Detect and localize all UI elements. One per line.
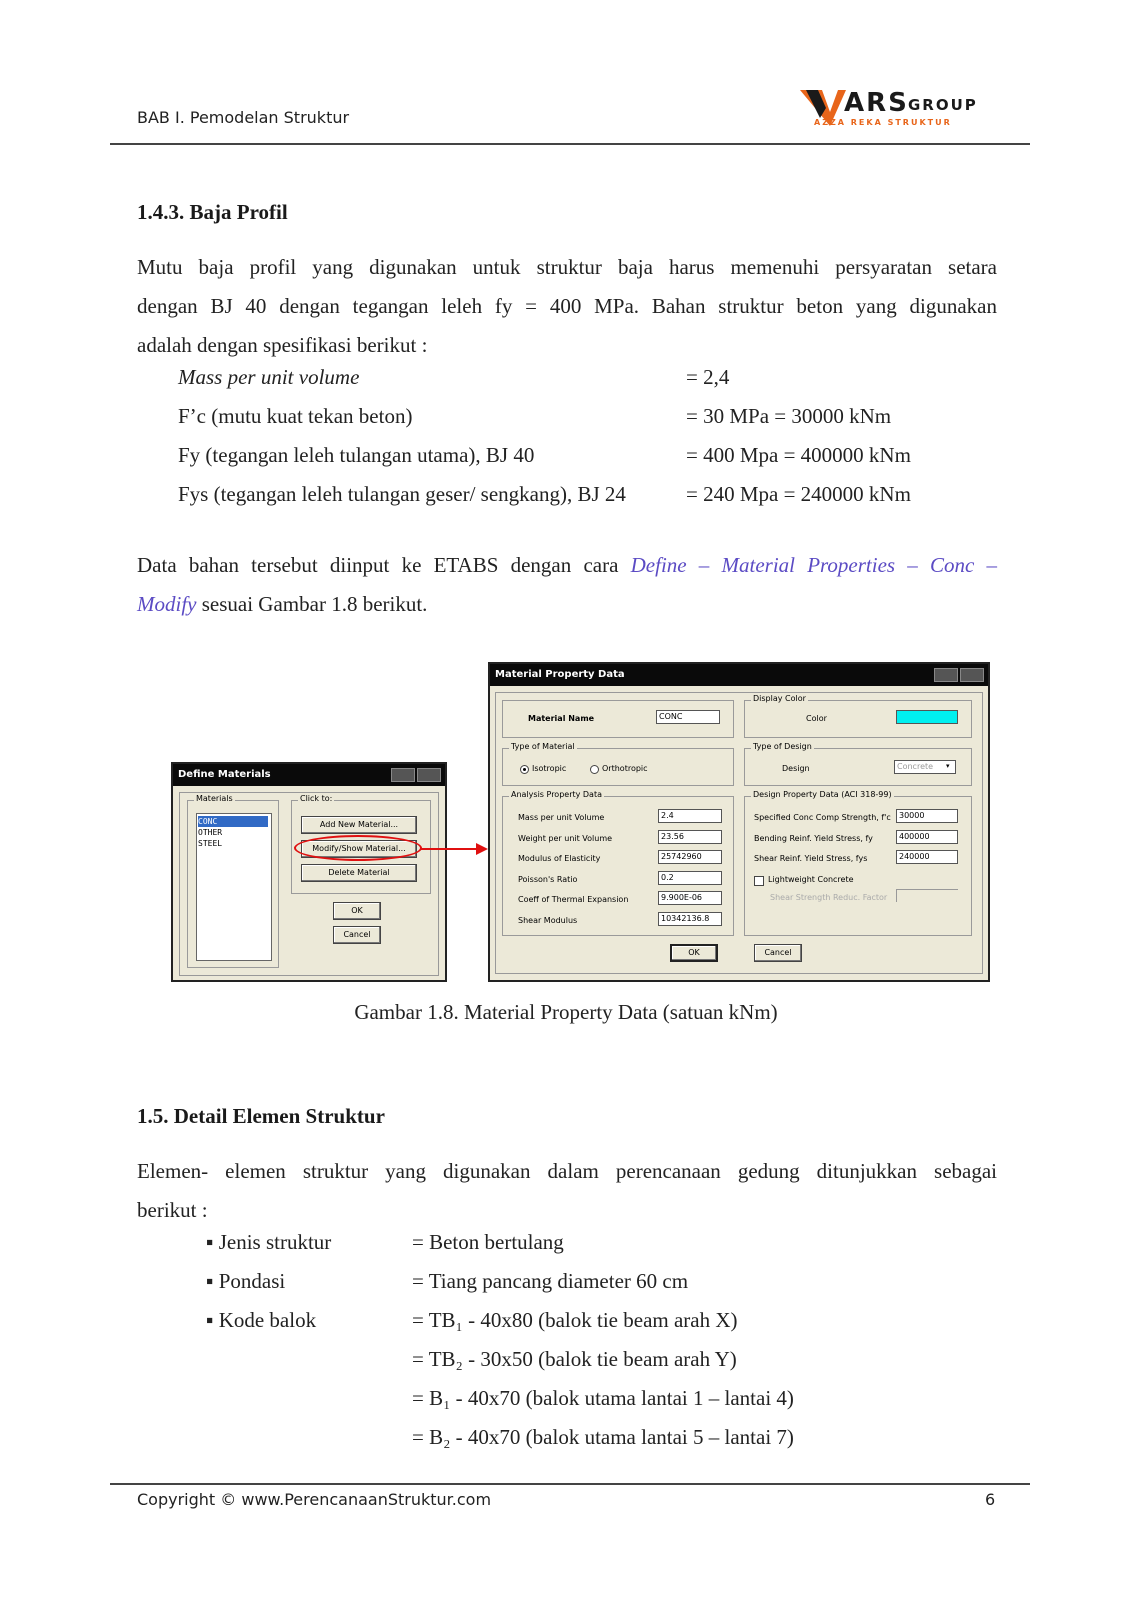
field-label: Coeff of Thermal Expansion: [518, 895, 629, 904]
materials-list[interactable]: [196, 813, 272, 961]
color-swatch[interactable]: [896, 710, 958, 724]
spec-value: = 240 Mpa = 240000 kNm: [686, 482, 911, 506]
list-item: [206, 1425, 1006, 1464]
minimize-icon[interactable]: [391, 768, 415, 782]
chapter-header: BAB I. Pemodelan Struktur: [137, 108, 350, 127]
design-property-label: Design Property Data (ACI 318-99): [753, 790, 892, 799]
logo-main-text: ARS: [844, 88, 909, 118]
modulus-elasticity-input[interactable]: 25742960: [658, 850, 722, 864]
ok-button[interactable]: OK: [670, 944, 718, 962]
instruction-text: Data bahan tersebut diinput ke ETABS dengan cara: [137, 553, 631, 577]
instruction-text: sesuai Gambar 1.8 berikut.: [196, 592, 428, 616]
thermal-expansion-input[interactable]: 9.900E-06: [658, 891, 722, 905]
field-label: Poisson's Ratio: [518, 875, 578, 884]
list-item: [206, 1230, 1006, 1269]
spec-row: [178, 365, 978, 403]
analysis-property-label: Analysis Property Data: [511, 790, 602, 799]
fy-input[interactable]: 400000: [896, 830, 958, 844]
logo-group-text: GROUP: [908, 96, 978, 114]
lightweight-checkbox[interactable]: [754, 876, 764, 886]
dialog-titlebar: Material Property Data: [490, 664, 988, 686]
weight-per-volume-input[interactable]: 23.56: [658, 830, 722, 844]
spec-label: F’c (mutu kuat tekan beton): [178, 404, 413, 428]
para-line: adalah dengan spesifikasi berikut :: [137, 333, 428, 357]
spec-label: Fy (tegangan leleh tulangan utama), BJ 40: [178, 443, 535, 467]
mass-per-volume-input[interactable]: 2.4: [658, 809, 722, 823]
chevron-down-icon[interactable]: ▾: [946, 762, 950, 770]
ok-button[interactable]: OK: [333, 902, 381, 920]
list-item-value: = Tiang pancang diameter 60 cm: [412, 1269, 689, 1293]
materials-group: [187, 794, 279, 968]
list-item-label: ▪ Jenis struktur: [206, 1230, 332, 1254]
spec-label: Mass per unit volume: [178, 365, 360, 389]
type-of-design-label: Type of Design: [753, 742, 812, 751]
orthotropic-label: Orthotropic: [602, 764, 648, 773]
menu-path-link[interactable]: Define – Material Properties – Conc –: [630, 553, 997, 577]
figure-caption: Gambar 1.8. Material Property Data (satuan kNm): [354, 1000, 778, 1024]
material-item-other[interactable]: OTHER: [198, 828, 223, 837]
spec-value: = 2,4: [686, 365, 730, 389]
material-property-dialog: [488, 662, 990, 982]
cancel-button[interactable]: Cancel: [333, 926, 381, 944]
material-item-conc[interactable]: CONC: [198, 816, 268, 827]
field-label: Shear Reinf. Yield Stress, fys: [754, 854, 868, 863]
add-material-button[interactable]: Add New Material...: [301, 816, 417, 834]
define-materials-dialog: [171, 762, 447, 982]
highlight-ellipse: [294, 835, 422, 861]
para-line: Elemen- elemen struktur yang digunakan dalam perencanaan gedung ditunjukkan sebagai: [137, 1159, 997, 1183]
ars-group-logo: [800, 88, 1000, 130]
lightweight-label: Lightweight Concrete: [768, 875, 854, 884]
footer-divider: [110, 1483, 1030, 1485]
list-item-label: ▪ Kode balok: [206, 1308, 317, 1332]
field-label: Mass per unit Volume: [518, 813, 605, 822]
spec-row: [178, 443, 978, 481]
para-line: Mutu baja profil yang digunakan untuk struktur baja harus memenuhi persyaratan setara: [137, 255, 997, 279]
spec-label: Fys (tegangan leleh tulangan geser/ sengkang), BJ 24: [178, 482, 626, 506]
close-icon[interactable]: [417, 768, 441, 782]
shear-reduc-label: Shear Strength Reduc. Factor: [770, 893, 888, 902]
type-of-material-label: Type of Material: [511, 742, 575, 751]
header-divider: [110, 143, 1030, 145]
field-label: Weight per unit Volume: [518, 834, 613, 843]
para-line: berikut :: [137, 1198, 208, 1222]
list-item: [206, 1308, 1006, 1347]
isotropic-radio[interactable]: [520, 765, 529, 774]
fc-input[interactable]: 30000: [896, 809, 958, 823]
modify-material-button[interactable]: Modify/Show Material...: [301, 840, 417, 858]
click-to-label: Click to:: [300, 794, 333, 803]
cancel-button[interactable]: Cancel: [754, 944, 802, 962]
material-item-steel[interactable]: STEEL: [198, 839, 223, 848]
orthotropic-radio[interactable]: [590, 765, 599, 774]
list-item: [206, 1386, 1006, 1425]
spec-value: = 400 Mpa = 400000 kNm: [686, 443, 911, 467]
materials-label: Materials: [196, 794, 233, 803]
list-item-value: = B₁ - 40x70 (balok utama lantai 1 – lantai 4): [412, 1386, 794, 1410]
close-icon[interactable]: [960, 668, 984, 682]
material-name-label: Material Name: [528, 714, 595, 723]
delete-material-button[interactable]: Delete Material: [301, 864, 417, 882]
para-line: dengan BJ 40 dengan tegangan leleh fy = 400 MPa. Bahan struktur beton yang digunakan: [137, 294, 997, 318]
spec-value: = 30 MPa = 30000 kNm: [686, 404, 892, 428]
field-label: Modulus of Elasticity: [518, 854, 601, 863]
design-label: Design: [782, 764, 810, 773]
field-label: Shear Modulus: [518, 916, 578, 925]
list-item-label: ▪ Pondasi: [206, 1269, 286, 1293]
section1-paragraph: [137, 248, 997, 365]
section-heading-detail-elemen: 1.5. Detail Elemen Struktur: [137, 1104, 385, 1128]
list-item: [206, 1347, 1006, 1386]
modify-link[interactable]: Modify: [137, 592, 197, 616]
field-label: Specified Conc Comp Strength, f'c: [754, 813, 891, 822]
dialog-titlebar: Define Materials: [173, 764, 445, 786]
list-item-value: = Beton bertulang: [412, 1230, 564, 1254]
etabs-instruction-paragraph: [137, 546, 997, 624]
list-item-value: = TB₁ - 40x80 (balok tie beam arah X): [412, 1308, 738, 1332]
color-label: Color: [806, 714, 827, 723]
list-item-value: = B₂ - 40x70 (balok utama lantai 5 – lantai 7): [412, 1425, 794, 1449]
shear-reduc-input: [896, 889, 958, 902]
minimize-icon[interactable]: [934, 668, 958, 682]
design-select[interactable]: Concrete: [894, 760, 956, 774]
section-heading-baja-profil: 1.4.3. Baja Profil: [137, 200, 288, 224]
spec-row: [178, 482, 978, 520]
field-label: Bending Reinf. Yield Stress, fy: [754, 834, 873, 843]
red-arrow-icon: [418, 842, 490, 856]
isotropic-label: Isotropic: [532, 764, 567, 773]
footer-copyright: Copyright © www.PerencanaanStruktur.com: [137, 1490, 492, 1509]
spec-row: [178, 404, 978, 442]
list-item-value: = TB₂ - 30x50 (balok tie beam arah Y): [412, 1347, 737, 1371]
fys-input[interactable]: 240000: [896, 850, 958, 864]
shear-modulus-input[interactable]: 10342136.8: [658, 912, 722, 926]
material-name-input[interactable]: CONC: [656, 710, 720, 724]
display-color-label: Display Color: [753, 694, 806, 703]
poisson-ratio-input[interactable]: 0.2: [658, 871, 722, 885]
logo-subtitle: AZZA REKA STRUKTUR: [814, 118, 952, 127]
page-number: 6: [985, 1490, 996, 1509]
list-item: [206, 1269, 1006, 1308]
section2-paragraph: [137, 1152, 997, 1230]
